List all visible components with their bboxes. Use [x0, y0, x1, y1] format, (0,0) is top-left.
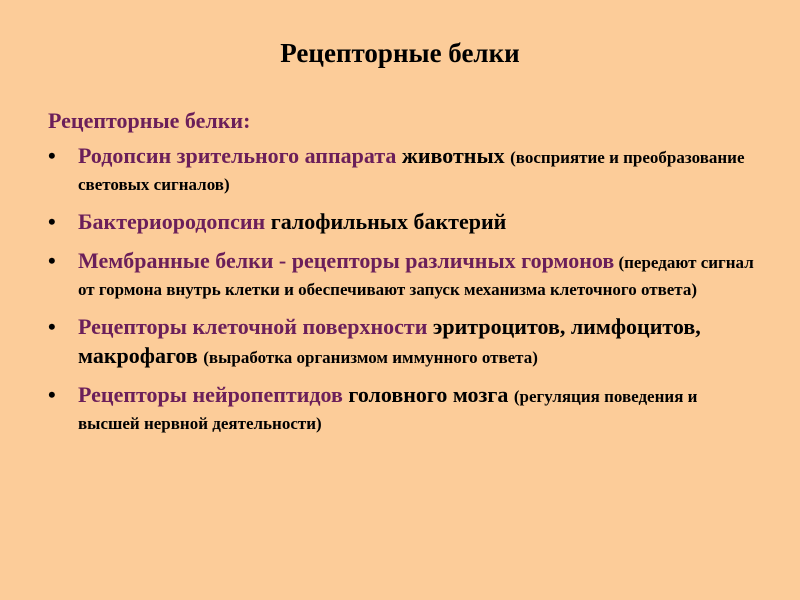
bullet-note: (выработка организмом иммунного ответа)	[203, 348, 538, 367]
bullet-note: (передают сигнал от гормона внутрь клетки и обеспечивают запуск механизма клеточного ответа)	[78, 253, 754, 299]
slide-title: Рецепторные белки	[280, 38, 520, 68]
bullet-note: (восприятие и преобразование световых сигналов)	[78, 148, 745, 194]
bullet-item	[48, 314, 758, 372]
bullet-dot-icon: •	[48, 143, 56, 168]
bullet-text-accent: Рецепторы клеточной поверхности	[78, 314, 428, 339]
bullet-text-accent: Рецепторы нейропептидов	[78, 382, 343, 407]
slide-content	[48, 108, 758, 448]
bullet-item	[48, 143, 758, 199]
bullet-text-accent: Родопсин зрительного аппарата	[78, 143, 397, 168]
bullet-dot-icon: •	[48, 209, 56, 234]
bullet-text: животных	[396, 143, 511, 168]
bullet-item	[48, 209, 758, 238]
bullet-text: эритроцитов, лимфоцитов, макрофагов	[78, 314, 701, 368]
bullet-text-accent: Мембранные белки - рецепторы различных гормонов	[78, 248, 615, 273]
bullet-text: головного мозга	[342, 382, 514, 407]
bullet-dot-icon: •	[48, 314, 56, 339]
intro-heading: Рецепторные белки:	[48, 108, 251, 133]
bullet-item	[48, 248, 758, 304]
bullet-text-accent: Бактериородопсин	[78, 209, 266, 234]
bullet-text: галофильных бактерий	[265, 209, 507, 234]
bullet-item	[48, 382, 758, 438]
bullet-list	[48, 143, 758, 438]
bullet-dot-icon: •	[48, 382, 56, 407]
bullet-note: (регуляция поведения и высшей нервной деятельности)	[78, 387, 698, 433]
bullet-dot-icon: •	[48, 248, 56, 273]
